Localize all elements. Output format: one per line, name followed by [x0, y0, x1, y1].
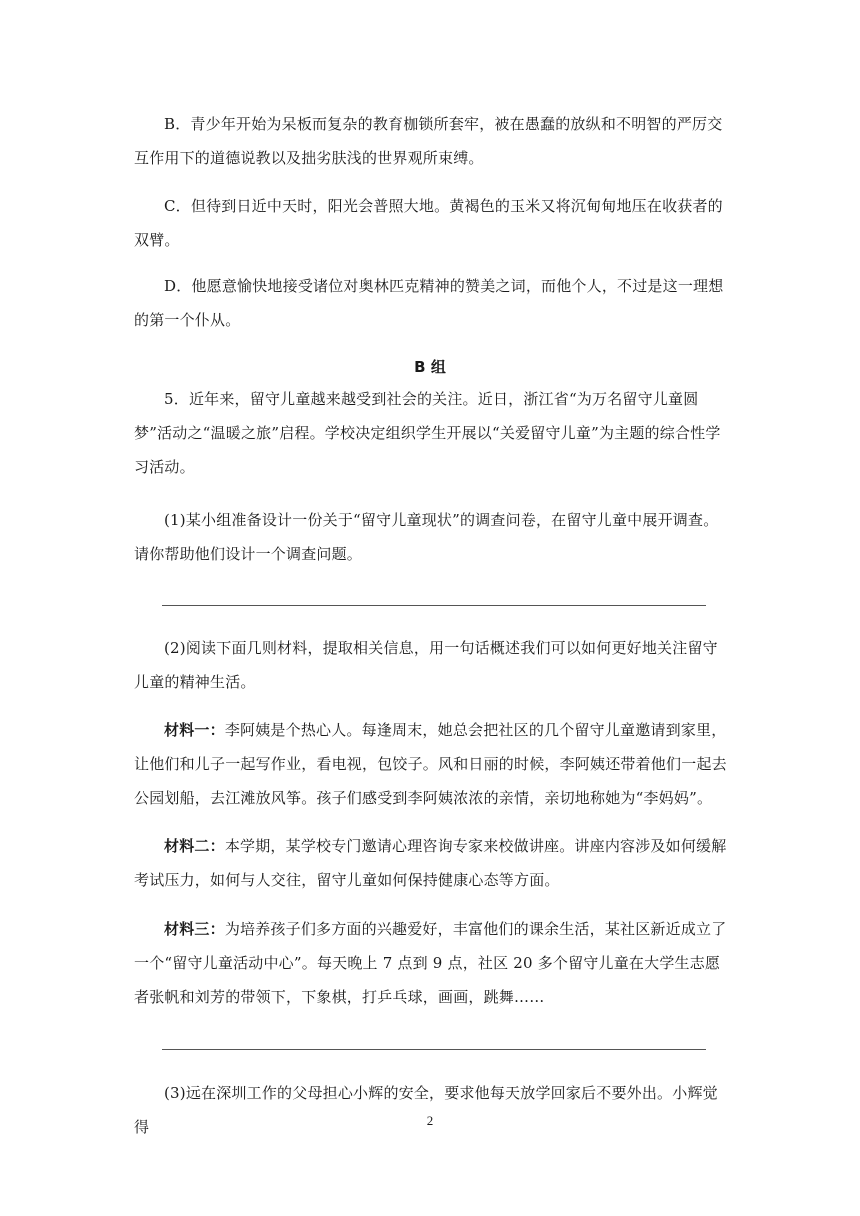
question-5-sub-2: (2)阅读下面几则材料，提取相关信息，用一句话概述我们可以如何更好地关注留守儿童的精神生活。 — [134, 639, 718, 691]
question-5-sub-1: (1)某小组准备设计一份关于“留守儿童现状”的调查问卷，在留守儿童中展开调查。请你帮助他们设计一个调查问题。 — [134, 511, 719, 563]
material-3-text: 为培养孩子们多方面的兴趣爱好，丰富他们的课余生活，某社区新近成立了一个“留守儿童活动中心”。每天晚上 7 点到 9 点，社区 20 多个留守儿童在大学生志愿者张帆和刘芳的带领下，下象棋，打乒乓球，画画，跳舞…… — [134, 920, 727, 1006]
question-5-sub-3: (3)远在深圳工作的父母担心小辉的安全，要求他每天放学回家后不要外出。小辉觉得 — [134, 1084, 718, 1136]
material-1 — [134, 713, 728, 815]
question-5-intro: 5．近年来，留守儿童越来越受到社会的关注。近日，浙江省“为万名留守儿童圆梦”活动之“温暖之旅”启程。学校决定组织学生开展以“关爱留守儿童”为主题的综合性学习活动。 — [134, 390, 721, 476]
material-1-text: 李阿姨是个热心人。每逢周末，她总会把社区的几个留守儿童邀请到家里，让他们和儿子一起写作业，看电视，包饺子。风和日丽的时候，李阿姨还带着他们一起去公园划船，去江滩放风筝。孩子们感受到李阿姨浓浓的亲情，亲切地称她为“李妈妈”。 — [134, 721, 727, 807]
answer-line-2[interactable] — [162, 1049, 706, 1050]
material-3-label: 材料三： — [164, 920, 225, 938]
material-2-label: 材料二： — [164, 837, 225, 855]
option-b: B．青少年开始为呆板而复杂的教育枷锁所套牢，被在愚蠢的放纵和不明智的严厉交互作用下的道德说教以及拙劣肤浅的世界观所束缚。 — [134, 115, 723, 167]
option-d: D．他愿意愉快地接受诸位对奥林匹克精神的赞美之词，而他个人，不过是这一理想的第一个仆从。 — [134, 277, 724, 329]
material-2-text: 本学期，某学校专门邀请心理咨询专家来校做讲座。讲座内容涉及如何缓解考试压力，如何与人交往，留守儿童如何保持健康心态等方面。 — [134, 837, 727, 889]
material-3 — [134, 912, 728, 1014]
option-c: C．但待到日近中天时，阳光会普照大地。黄褐色的玉米又将沉甸甸地压在收获者的双臂。 — [134, 197, 723, 249]
section-heading: B 组 — [414, 358, 446, 376]
material-1-label: 材料一： — [164, 721, 225, 739]
page-number: 2 — [426, 1113, 434, 1128]
answer-line-1[interactable] — [162, 605, 706, 606]
material-2 — [134, 829, 728, 897]
